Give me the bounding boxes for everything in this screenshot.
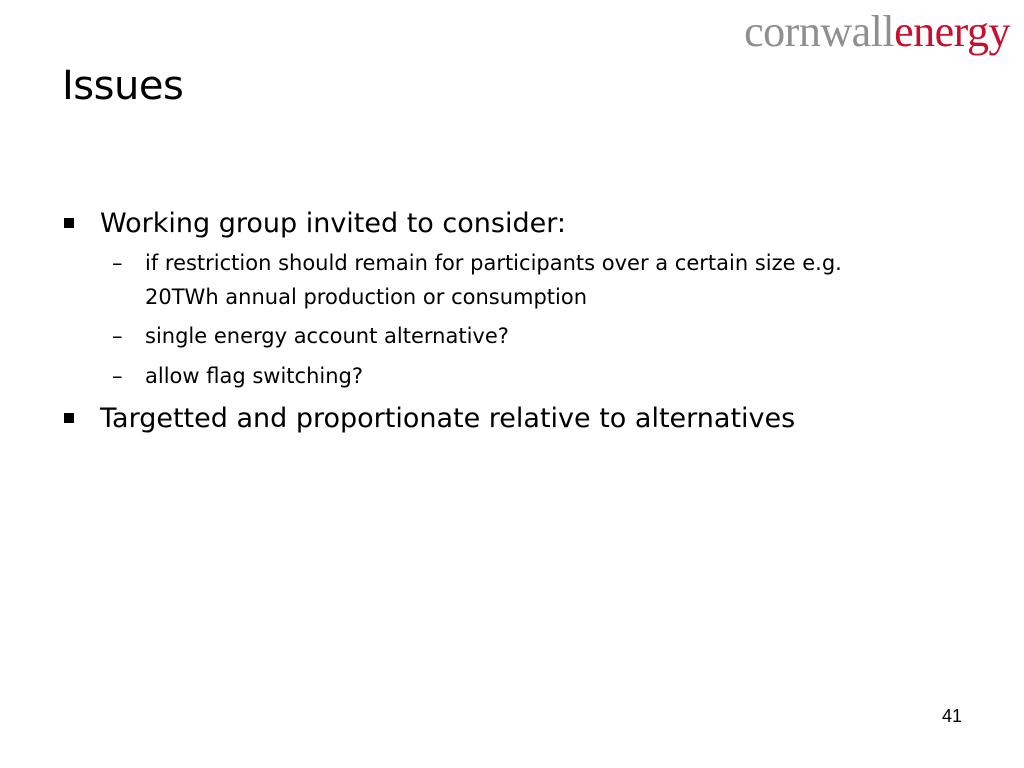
bullet-list xyxy=(62,206,962,443)
sub-bullet-text: allow flag switching? xyxy=(145,363,363,388)
square-bullet-icon xyxy=(64,413,74,423)
sub-bullet-item xyxy=(100,320,905,354)
sub-bullet-text: single energy account alternative? xyxy=(145,324,509,349)
dash-bullet-icon: – xyxy=(112,324,123,349)
slide-title: Issues xyxy=(62,63,184,109)
page-number: 41 xyxy=(941,706,962,726)
sub-bullet-item xyxy=(100,360,905,394)
sub-bullet-text: if restriction should remain for participants over a certain size e.g. 20TWh annual production or consumption xyxy=(145,251,842,309)
bullet-text: Targetted and proportionate relative to alternatives xyxy=(100,403,796,435)
cornwall-energy-logo xyxy=(744,7,1010,56)
logo-text-cornwall: cornwall xyxy=(744,7,895,56)
dash-bullet-icon: – xyxy=(112,363,123,388)
logo-text-energy: energy xyxy=(894,7,1010,56)
bullet-item xyxy=(62,401,962,436)
sub-bullet-item xyxy=(100,247,905,314)
dash-bullet-icon: – xyxy=(112,251,123,276)
bullet-text: Working group invited to consider: xyxy=(100,208,566,239)
square-bullet-icon xyxy=(64,218,74,228)
bullet-item xyxy=(62,206,962,393)
sub-bullet-list xyxy=(100,247,962,393)
